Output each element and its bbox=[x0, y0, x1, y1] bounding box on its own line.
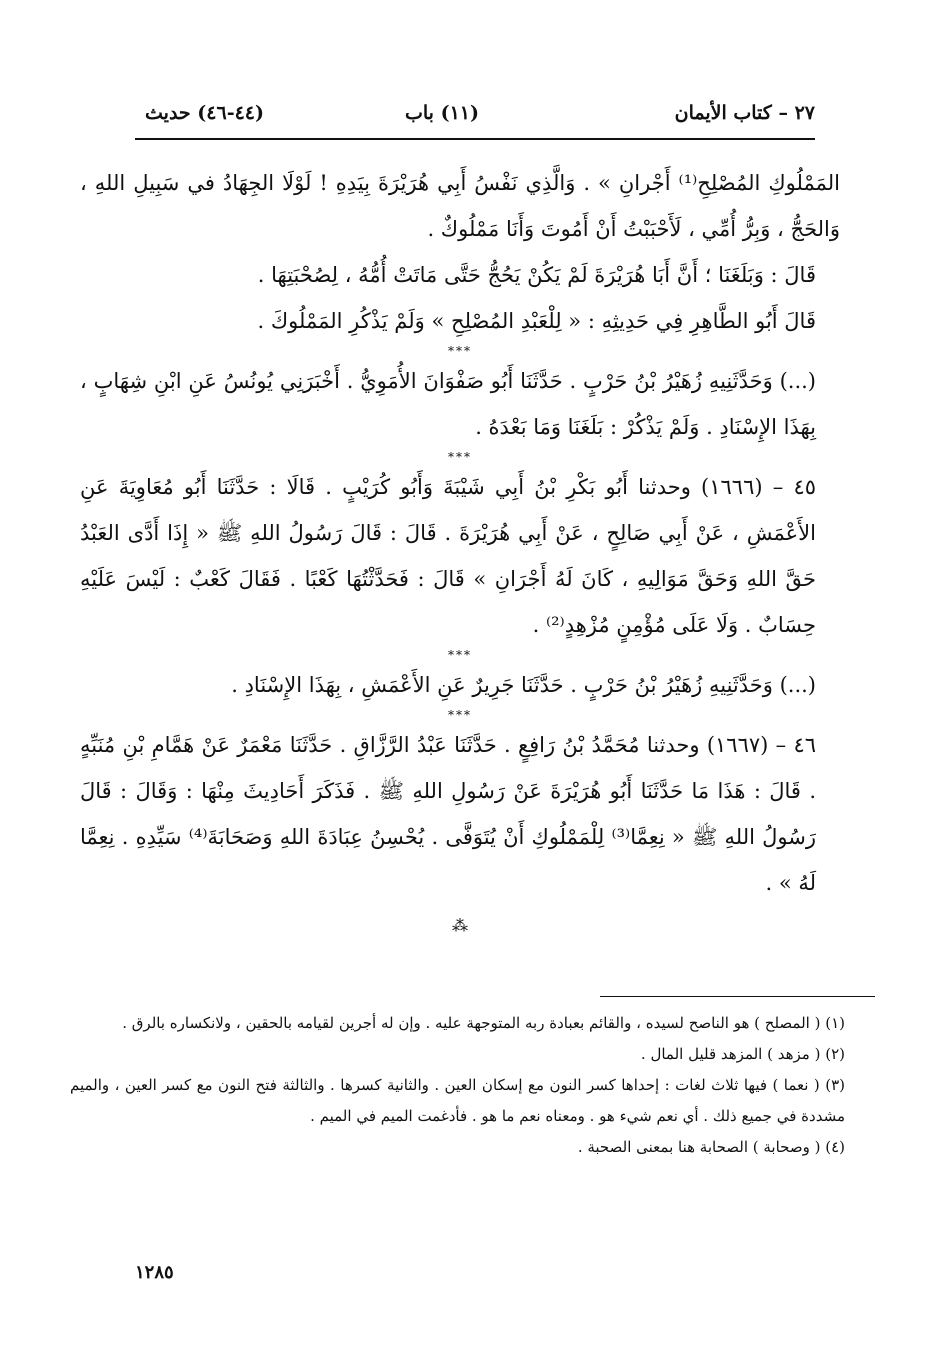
header-chapter: (١١) باب bbox=[405, 102, 479, 124]
footnotes bbox=[70, 1008, 845, 1163]
paragraph-1: المَمْلُوكِ المُصْلِحِ⁽¹⁾ أَجْرانِ » . وَالَّذِي نَفْسُ أَبِي هُرَيْرَةَ بِيَدِهِ ! لَوْلَا الجِهَادُ في سَبِيلِ اللهِ ، وَالحَجُّ ، وَبِرُّ أُمِّي ، لَأَحْبَبْتُ أَنْ أَمُوتَ وَأَنَا مَمْلُوكٌ . bbox=[80, 171, 840, 241]
paragraph-7-hadith-46: ٤٦ – (١٦٦٧) وحدثنا مُحَمَّدُ بْنُ رَافِعٍ . حَدَّثَنَا عَبْدُ الرَّزَّاقِ . حَدَّثَنَا مَعْمَرٌ عَنْ هَمَّامِ بْنِ مُنَبِّهٍ . قَالَ : هَذَا مَا حَدَّثَنَا أَبُو هُرَيْرَةَ عَنْ رَسُولِ اللهِ ﷺ . فَذَكَرَ أَحَادِيثَ مِنْهَا : وَقَالَ : قَالَ رَسُولُ اللهِ ﷺ « نِعِمَّا⁽³⁾ لِلْمَمْلُوكِ أَنْ يُتَوَفَّى . يُحْسِنُ عِبَادَةَ اللهِ وَصَحَابَةَ⁽⁴⁾ سَيِّدِهِ . نِعِمَّا لَهُ » . bbox=[80, 733, 816, 895]
section-divider-stars: *** bbox=[448, 708, 472, 722]
header-hadith-range: (٤٤-٤٦) حديث bbox=[145, 102, 265, 124]
page-number: ١٢٨٥ bbox=[135, 1262, 174, 1283]
section-divider-stars: *** bbox=[448, 344, 472, 358]
section-divider-stars: *** bbox=[448, 648, 472, 662]
paragraph-2: قَالَ : وَبَلَغَنَا ؛ أَنَّ أَبَا هُرَيْرَةَ لَمْ يَكُنْ يَحُجُّ حَتَّى مَاتَتْ أُمُّهُ ، لِصُحْبَتِهَا . bbox=[257, 263, 816, 287]
main-text bbox=[80, 160, 840, 946]
end-mark: ⁂ bbox=[452, 916, 468, 935]
header-page-book: ٢٧ – كتاب الأيمان bbox=[674, 102, 815, 124]
footnote-2: (٢) ( مزهد ) المزهد قليل المال . bbox=[640, 1045, 845, 1063]
footnote-1: (١) ( المصلح ) هو الناصح لسيده ، والقائم بعبادة ربه المتوجهة عليه . وإن له أجرين لقيامه بالحقين ، ولانكساره بالرق . bbox=[122, 1014, 845, 1032]
paragraph-4: (...) وَحَدَّثَنِيهِ زُهَيْرُ بْنُ حَرْبٍ . حَدَّثَنَا أَبُو صَفْوَانَ الأُمَوِيُّ . أَخْبَرَنِي يُونُسُ عَنِ ابْنِ شِهَابٍ ، بِهَذَا الإِسْنَادِ . وَلَمْ يَذْكُرْ : بَلَغَنَا وَمَا بَعْدَهُ . bbox=[80, 369, 816, 439]
footnote-4: (٤) ( وصحابة ) الصحابة هنا بمعنى الصحبة . bbox=[577, 1138, 845, 1156]
footnote-3: (٣) ( نعما ) فيها ثلاث لغات : إحداها كسر النون مع إسكان العين . والثانية كسرها . والثالثة فتح النون مع كسر العين ، والميم مشددة في جميع ذلك . أي نعم شيء هو . ومعناه نعم ما هو . فأدغمت الميم في الميم . bbox=[70, 1076, 845, 1125]
running-header bbox=[135, 98, 815, 140]
section-divider-stars: *** bbox=[448, 450, 472, 464]
paragraph-3: قَالَ أَبُو الطَّاهِرِ فِي حَدِيثِهِ : « لِلْعَبْدِ المُصْلِحِ » وَلَمْ يَذْكُرِ المَمْلُوكَ . bbox=[257, 309, 816, 333]
footnote-divider bbox=[600, 996, 875, 997]
paragraph-6: (...) وَحَدَّثَنِيهِ زُهَيْرُ بْنُ حَرْبٍ . حَدَّثَنَا جَرِيرٌ عَنِ الأَعْمَشِ ، بِهَذَا الإِسْنَادِ . bbox=[231, 673, 816, 697]
paragraph-5-hadith-45: ٤٥ – (١٦٦٦) وحدثنا أَبُو بَكْرِ بْنُ أَبِي شَيْبَةَ وَأَبُو كُرَيْبٍ . قَالَا : حَدَّثَنَا أَبُو مُعَاوِيَةَ عَنِ الأَعْمَشِ ، عَنْ أَبِي صَالِحٍ ، عَنْ أَبِي هُرَيْرَةَ . قَالَ : قَالَ رَسُولُ اللهِ ﷺ « إِذَا أَدَّى العَبْدُ حَقَّ اللهِ وَحَقَّ مَوَالِيهِ ، كَانَ لَهُ أَجْرَانِ » قَالَ : فَحَدَّثْتُهَا كَعْبًا . فَقَالَ كَعْبٌ : لَيْسَ عَلَيْهِ حِسَابٌ . وَلَا عَلَى مُؤْمِنٍ مُزْهِدٍ⁽²⁾ . bbox=[80, 475, 816, 637]
